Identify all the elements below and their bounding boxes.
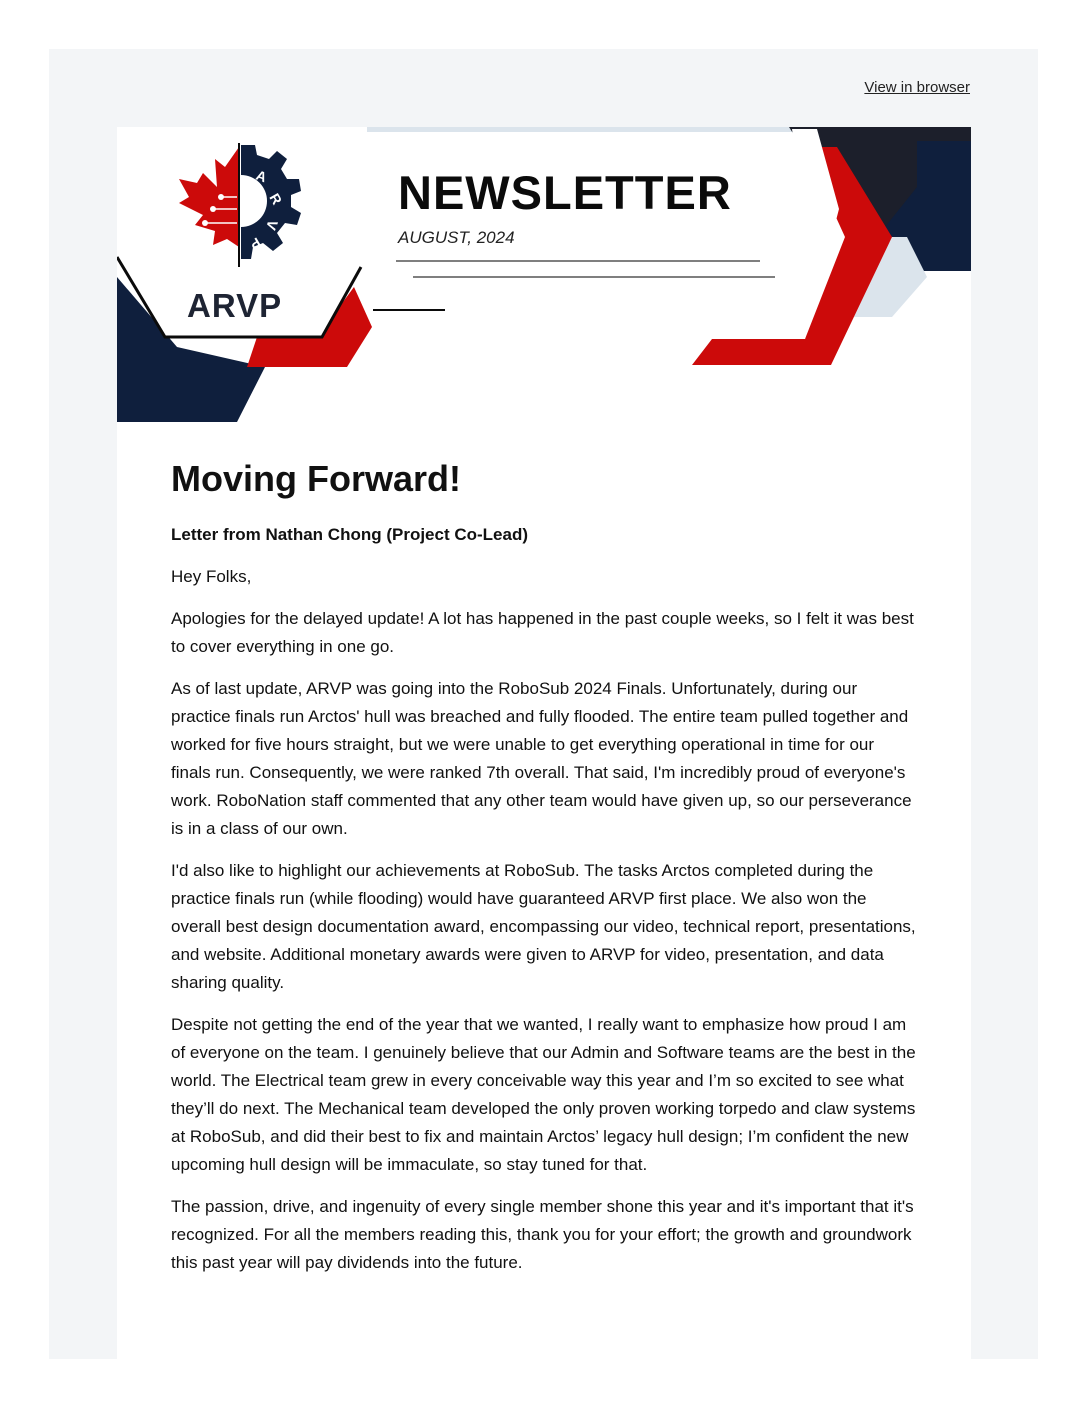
view-in-browser-link[interactable]: View in browser [864, 79, 970, 96]
paragraph: Apologies for the delayed update! A lot has happened in the past couple weeks, so I felt it was best to cover everything in one go. [171, 609, 914, 656]
newsletter-date: AUGUST, 2024 [398, 228, 515, 247]
newsletter-header-banner [117, 127, 971, 422]
logo-wordmark: ARVP [187, 287, 283, 324]
paragraph: The passion, drive, and ingenuity of every single member shone this year and it's important that it's recognized. For all the members reading this, thank you for your effort; the growth and groundwork this past year will pay dividends into the future. [171, 1197, 914, 1272]
paragraph: As of last update, ARVP was going into the RoboSub 2024 Finals. Unfortunately, during our practice finals run Arctos' hull was breached and fully flooded. The entire team pulled together and worked for five hours straight, but we were unable to get everything operational in time for our finals run. Consequently, we were ranked 7th overall. That said, I'm incredibly proud of everyone's work. RoboNation staff commented that any other team would have given up, so our perseverance is in a class of our own. [171, 679, 912, 838]
email-background [49, 49, 1038, 1359]
svg-text:R: R [266, 190, 286, 208]
newsletter-card [117, 127, 971, 1359]
svg-text:V: V [262, 217, 282, 233]
paragraph: I'd also like to highlight our achievements at RoboSub. The tasks Arctos completed during the practice finals run (while flooding) would have guaranteed ARVP first place. We also won the overall best design documentation award, encompassing our video, technical report, presentations, and website. Additional monetary awards were given to ARVP for video, presentation, and data sharing quality. [171, 861, 916, 992]
paragraph: Despite not getting the end of the year that we wanted, I really want to emphasize how proud I am of everyone on the team. I genuinely believe that our Admin and Software teams are the best in the world. The Electrical team grew in every conceivable way this year and I’m so excited to see what they’ll do next. The Mechanical team developed the only proven working torpedo and claw systems at RoboSub, and did their best to fix and maintain Arctos’ legacy hull design; I’m confident the new upcoming hull design will be immaculate, so stay tuned for that. [171, 1015, 916, 1174]
paragraph: Hey Folks, [171, 567, 252, 586]
article-heading: Moving Forward! [171, 458, 461, 499]
newsletter-title: NEWSLETTER [398, 166, 732, 219]
article-byline: Letter from Nathan Chong (Project Co-Lead) [171, 525, 529, 544]
svg-text:P: P [247, 234, 264, 253]
article-body [171, 457, 917, 1291]
svg-text:A: A [253, 166, 269, 186]
